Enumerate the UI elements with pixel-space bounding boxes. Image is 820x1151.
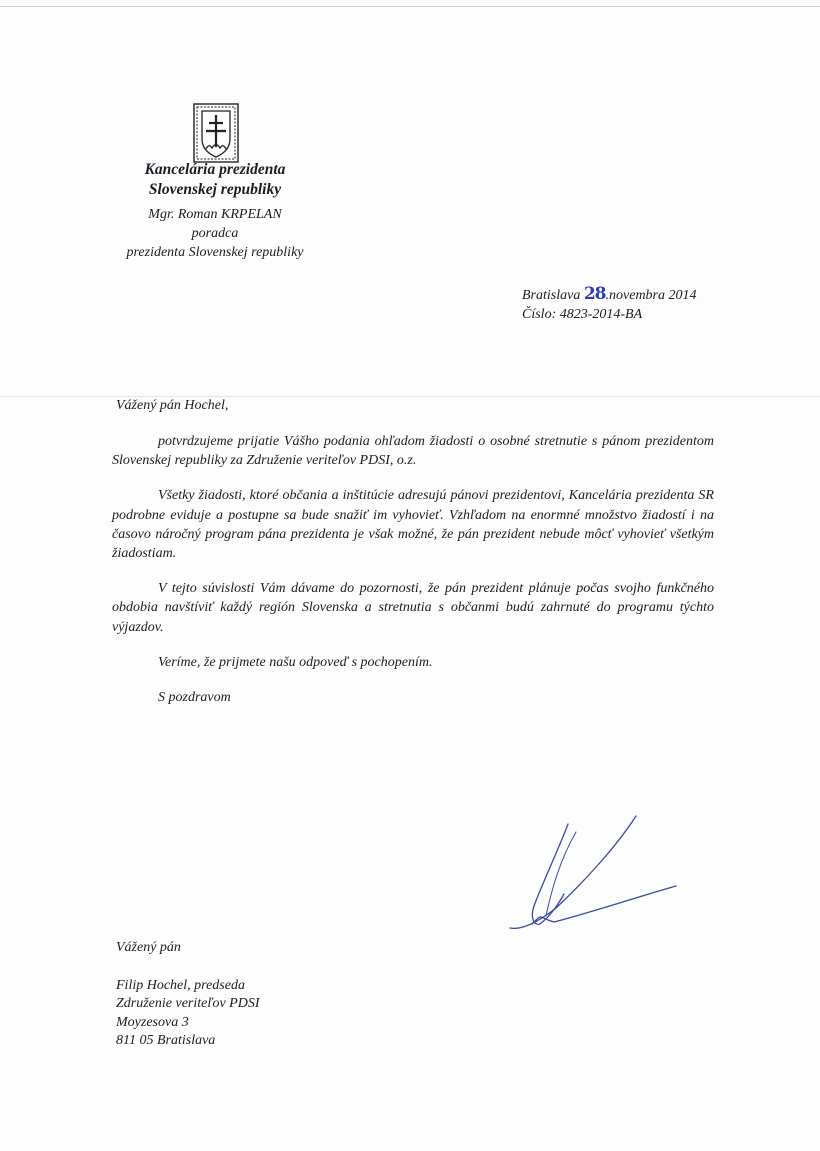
recipient-organization: Združenie veriteľov PDSI — [116, 996, 260, 1011]
date-line — [522, 285, 697, 305]
recipient-city: 811 05 Bratislava — [116, 1033, 216, 1048]
advisor-name: Mgr. Roman KRPELAN — [148, 207, 282, 222]
date-reference-block — [522, 285, 697, 324]
paragraph-understanding: Veríme, že prijmete našu odpoveď s pochopením. — [158, 654, 433, 670]
state-emblem-icon — [193, 103, 239, 163]
advisor-role: poradca — [191, 226, 239, 241]
place-name: Bratislava — [522, 288, 581, 303]
recipient-street: Moyzesova 3 — [116, 1014, 189, 1030]
letter-body — [112, 432, 714, 723]
paragraph-visits: V tejto súvislosti Vám dávame do pozornosti, že pán prezident plánuje počas svojho funkčného obdobia navštíviť každý región Slovenska a stretnutia s občanmi budú zahrnuté do programu týchto výjazdov. — [112, 581, 714, 635]
handwritten-day: 28 — [583, 284, 606, 304]
recipient-salutation: Vážený pán — [116, 940, 181, 955]
address-spacer — [116, 958, 260, 977]
office-name — [100, 160, 330, 200]
recipient-name: Filip Hochel, predseda — [116, 977, 245, 993]
advisor-block — [100, 205, 330, 262]
reference-number: Číslo: 4823-2014-BA — [522, 307, 643, 322]
office-name-line1: Kancelária prezidenta — [144, 161, 286, 178]
paragraph-requests: Všetky žiadosti, ktoré občania a inštitúcie adresujú pánovi prezidentovi, Kancelária prezidenta SR podrobne eviduje a postupne sa bude snažiť im vyhovieť. Vzhľadom na enormné množstvo žiadostí i na časovo náročný program pána prezidenta je však možné, že pán prezident nebude môcť vyhovieť všetkým žiadostiam. — [112, 488, 714, 562]
paragraph-confirmation: potvrdzujeme prijatie Vášho podania ohľadom žiadosti o osobné stretnutie s pánom prezidentom Slovenskej republiky za Združenie veriteľov PDSI, o.z. — [112, 434, 714, 469]
month-year: .novembra 2014 — [605, 288, 697, 303]
office-name-line2: Slovenskej republiky — [148, 181, 282, 198]
salutation: Vážený pán Hochel, — [116, 398, 229, 413]
recipient-address — [116, 939, 260, 1051]
top-scan-line — [0, 6, 820, 7]
handwritten-signature — [494, 812, 684, 936]
advisor-org: prezidenta Slovenskej republiky — [126, 245, 304, 260]
closing: S pozdravom — [158, 690, 231, 706]
